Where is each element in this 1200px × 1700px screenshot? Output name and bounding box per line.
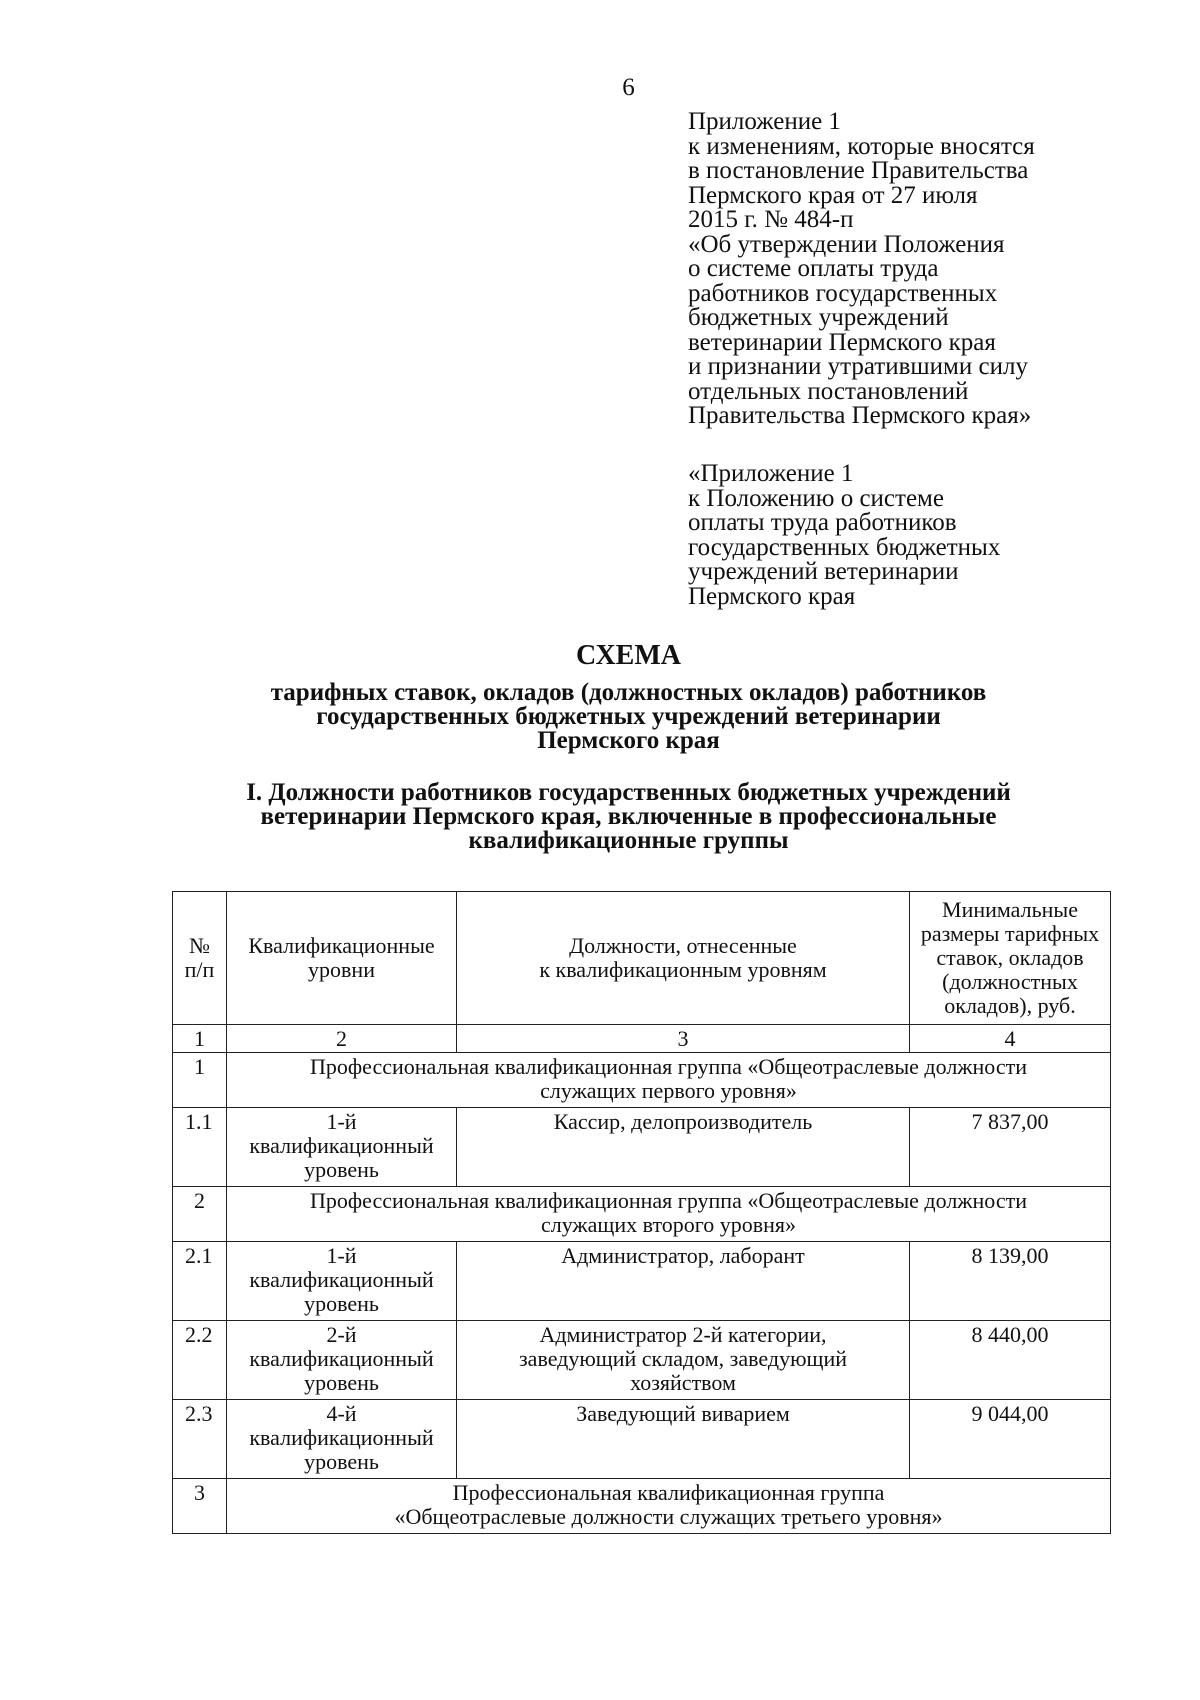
table-header-row	[173, 892, 1111, 1025]
table-row	[173, 1108, 1111, 1187]
column-number: 3	[457, 1025, 910, 1053]
annex-line: Приложение 1	[688, 108, 841, 135]
annex-line: о системе оплаты труда	[688, 255, 939, 282]
row-number: 2.1	[173, 1242, 227, 1321]
section-heading	[120, 781, 1137, 853]
annex-line: к изменениям, которые вносятся	[688, 132, 1035, 160]
document-title: СХЕМА	[575, 640, 682, 671]
annex-line: учреждений ветеринарии	[688, 558, 959, 585]
annex-line: ветеринарии Пермского края	[688, 328, 996, 356]
qualification-level: 2-й квалификационный уровень	[227, 1321, 457, 1400]
section-heading-line: квалификационные группы	[468, 827, 789, 854]
annex-line: оплаты труда работников	[688, 509, 957, 536]
group-number: 3	[173, 1479, 227, 1534]
annex-line: отдельных постановлений	[688, 377, 969, 405]
header-cell-number: № п/п	[173, 892, 227, 1025]
table-row	[173, 1400, 1111, 1479]
positions: Заведующий виварием	[457, 1400, 910, 1479]
qualification-level: 4-й квалификационный уровень	[227, 1400, 457, 1479]
annex-line: «Об утверждении Положения	[688, 230, 1005, 258]
group-row	[173, 1187, 1111, 1242]
row-number: 1.1	[173, 1108, 227, 1187]
table-row	[173, 1242, 1111, 1321]
page-number: 6	[622, 74, 635, 101]
column-number: 4	[910, 1025, 1111, 1053]
positions: Администратор, лаборант	[457, 1242, 910, 1321]
header-cell-positions: Должности, отнесенные к квалификационным уровням	[457, 892, 910, 1025]
annex-line: и признании утратившими силу	[688, 353, 1028, 380]
section-heading-line: I. Должности работников государственных бюджетных учреждений	[246, 779, 1011, 806]
annex-line: Пермского края	[688, 582, 856, 610]
row-number: 2.2	[173, 1321, 227, 1400]
annex-regulation-block	[688, 462, 1158, 609]
row-number: 2.3	[173, 1400, 227, 1479]
annex-reference-block	[688, 110, 1158, 429]
positions: Администратор 2-й категории, заведующий складом, заведующий хозяйством	[457, 1321, 910, 1400]
group-row	[173, 1053, 1111, 1108]
salary-value: 9 044,00	[910, 1400, 1111, 1479]
qualification-level: 1-й квалификационный уровень	[227, 1108, 457, 1187]
subtitle-line: Пермского края	[537, 727, 720, 754]
annex-line: «Приложение 1	[688, 460, 854, 487]
annex-line: государственных бюджетных	[688, 533, 1001, 561]
salary-value: 7 837,00	[910, 1108, 1111, 1187]
annex-line: в постановление Правительства	[688, 157, 1029, 184]
column-number: 1	[173, 1025, 227, 1053]
annex-line: 2015 г. № 484-п	[688, 206, 854, 233]
subtitle-line: тарифных ставок, окладов (должностных окладов) работников	[270, 679, 987, 706]
header-cell-levels: Квалификационные уровни	[227, 892, 457, 1025]
section-heading-line: ветеринарии Пермского края, включенные в профессиональные	[260, 803, 997, 830]
table-row	[173, 1321, 1111, 1400]
column-number: 2	[227, 1025, 457, 1053]
salary-value: 8 440,00	[910, 1321, 1111, 1400]
positions: Кассир, делопроизводитель	[457, 1108, 910, 1187]
qualification-level: 1-й квалификационный уровень	[227, 1242, 457, 1321]
header-cell-salary: Минимальные размеры тарифных ставок, окладов (должностных окладов), руб.	[910, 892, 1111, 1025]
column-number-row	[173, 1025, 1111, 1053]
annex-line: бюджетных учреждений	[688, 304, 949, 331]
group-title: Профессиональная квалификационная группа «Общеотраслевые должности служащих первого уровня»	[227, 1053, 1111, 1108]
annex-line: Правительства Пермского края»	[688, 402, 1032, 429]
group-number: 1	[173, 1053, 227, 1108]
group-title: Профессиональная квалификационная группа «Общеотраслевые должности служащих второго уровня»	[227, 1187, 1111, 1242]
salary-schedule-table	[172, 891, 1111, 1534]
group-title: Профессиональная квалификационная группа «Общеотраслевые должности служащих третьего уровня»	[227, 1479, 1111, 1534]
annex-line: к Положению о системе	[688, 484, 944, 512]
annex-line: Пермского края от 27 июля	[688, 181, 978, 209]
document-subtitle	[120, 681, 1137, 753]
group-row	[173, 1479, 1111, 1534]
subtitle-line: государственных бюджетных учреждений ветеринарии	[316, 703, 941, 730]
salary-value: 8 139,00	[910, 1242, 1111, 1321]
annex-line: работников государственных	[688, 279, 998, 307]
group-number: 2	[173, 1187, 227, 1242]
